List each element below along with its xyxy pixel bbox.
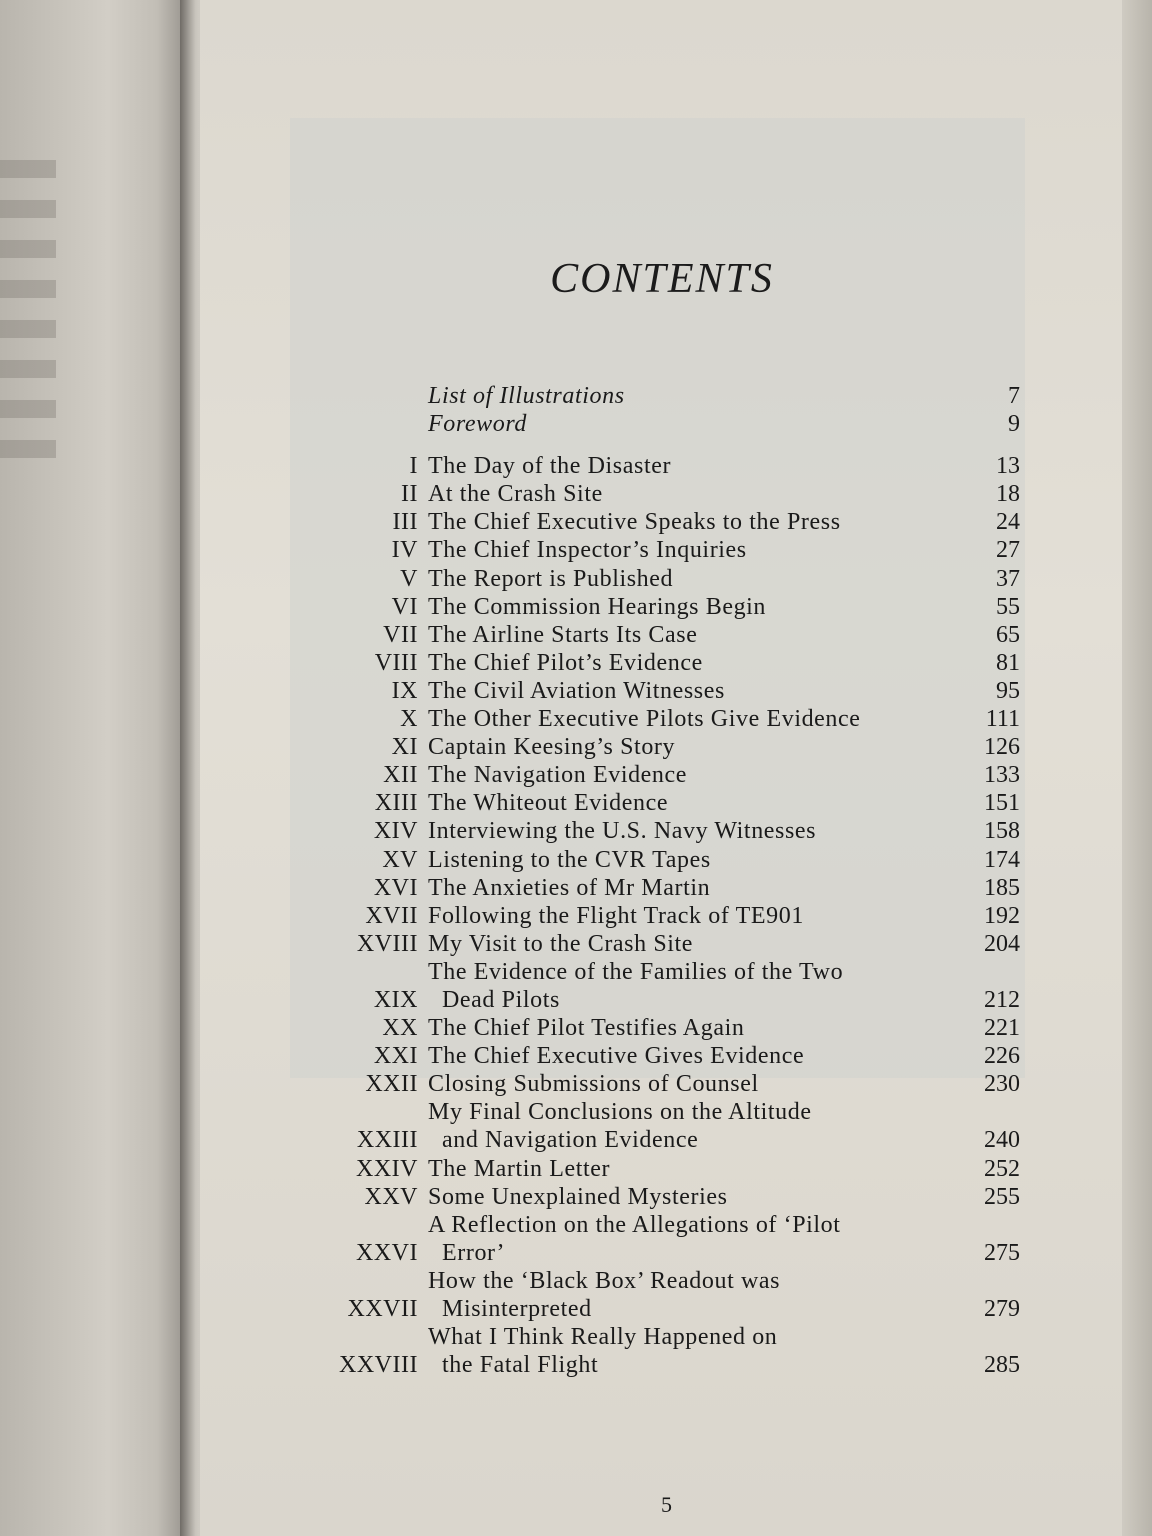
- toc-chapter-row: [300, 1042, 1020, 1070]
- toc-entry-title-line: The Chief Executive Speaks to the Press: [428, 509, 841, 536]
- chapter-number: I: [409, 453, 418, 480]
- toc-front-matter-row: [300, 410, 1020, 438]
- toc-chapter-row: [300, 958, 1020, 1014]
- toc-entry-title-line: Closing Submissions of Counsel: [428, 1071, 759, 1098]
- toc-entry-page: 151: [984, 790, 1020, 817]
- toc-entry-title: [418, 1267, 910, 1323]
- toc-entry-title: [418, 565, 910, 593]
- toc-chapter-row: [300, 677, 1020, 705]
- toc-chapter-row: [300, 930, 1020, 958]
- toc-entry-title-line: Captain Keesing’s Story: [428, 734, 676, 761]
- toc-entry-page: 95: [996, 677, 1020, 704]
- toc-entry-page: 204: [984, 930, 1020, 957]
- toc-chapter-row: [300, 1211, 1020, 1267]
- toc-entry-title: [418, 508, 910, 536]
- toc-entry-page: 252: [984, 1155, 1020, 1182]
- toc-chapter-row: [300, 508, 1020, 536]
- chapter-number: XXVII: [347, 1296, 418, 1322]
- toc-entry-title: [418, 536, 910, 564]
- toc-entry-page: 111: [985, 706, 1020, 733]
- chapter-number: XXII: [365, 1071, 418, 1098]
- page-number: 5: [661, 1492, 672, 1517]
- toc-chapter-row: [300, 817, 1020, 845]
- toc-entry-page: 285: [984, 1352, 1020, 1379]
- toc-chapter-row: [300, 621, 1020, 649]
- toc-entry-title-line: Interviewing the U.S. Navy Witnesses: [428, 818, 817, 845]
- page-right-edge: [1122, 0, 1152, 1536]
- toc-entry-title-line: The Chief Inspector’s Inquiries: [428, 537, 747, 564]
- chapter-number: XI: [391, 734, 418, 761]
- chapter-number: V: [400, 565, 418, 592]
- toc-entry-title-line: and Navigation Evidence: [442, 1127, 699, 1154]
- toc-entry-page: 55: [996, 593, 1020, 620]
- toc-entry-title: [418, 789, 910, 817]
- toc-chapter-row: [300, 452, 1020, 480]
- toc-entry-title: [418, 958, 910, 1014]
- toc-entry-title-line: The Other Executive Pilots Give Evidence: [428, 706, 861, 733]
- toc-chapter-row: [300, 1183, 1020, 1211]
- toc-entry-page: 192: [984, 902, 1020, 929]
- toc-entry-title: [418, 593, 910, 621]
- toc-entry-title: [418, 1323, 910, 1379]
- toc-entry-page: 9: [1008, 411, 1020, 438]
- toc-entry-page: 185: [984, 874, 1020, 901]
- toc-chapter-row: [300, 761, 1020, 789]
- table-of-contents: [300, 382, 1020, 1379]
- toc-entry-title: [418, 874, 910, 902]
- toc-entry-title: [418, 649, 910, 677]
- toc-entry-title-line: The Anxieties of Mr Martin: [428, 874, 711, 901]
- toc-chapter-row: [300, 480, 1020, 508]
- toc-entry-page: 230: [984, 1071, 1020, 1098]
- chapter-number: XX: [382, 1015, 418, 1042]
- chapter-number: VI: [391, 593, 418, 620]
- toc-chapter-row: [300, 789, 1020, 817]
- toc-entry-title-line: The Day of the Disaster: [428, 453, 672, 480]
- facing-page-edge: [0, 0, 196, 1536]
- toc-entry-title-line: The Whiteout Evidence: [428, 790, 669, 817]
- toc-spacer: [300, 438, 1020, 452]
- toc-entry-title: [418, 846, 910, 874]
- toc-entry-page: 255: [984, 1183, 1020, 1210]
- toc-chapter-row: [300, 593, 1020, 621]
- toc-entry-title-line: A Reflection on the Allegations of ‘Pilot: [428, 1211, 841, 1238]
- toc-entry-page: 221: [984, 1015, 1020, 1042]
- chapter-number: X: [400, 706, 418, 733]
- chapter-number: XXI: [373, 1043, 418, 1070]
- toc-chapter-row: [300, 874, 1020, 902]
- toc-entry-title: [418, 817, 910, 845]
- chapter-number: XXVIII: [339, 1352, 418, 1379]
- toc-entry-title: [418, 621, 910, 649]
- toc-entry-title-line: Dead Pilots: [442, 986, 560, 1013]
- toc-entry-page: 279: [984, 1296, 1020, 1322]
- toc-entry-title: [418, 1070, 910, 1098]
- toc-entry-title: [418, 1183, 910, 1211]
- toc-entry-title-line: The Commission Hearings Begin: [428, 593, 767, 620]
- toc-entry-title-line: The Airline Starts Its Case: [428, 621, 698, 648]
- chapter-number: II: [401, 481, 418, 508]
- toc-entry-title: [418, 1098, 910, 1154]
- chapter-number: VII: [383, 621, 418, 648]
- toc-chapter-row: [300, 1098, 1020, 1154]
- chapter-number: XXVI: [356, 1239, 418, 1266]
- toc-entry-title-line: Error’: [442, 1239, 506, 1266]
- toc-entry-page: 212: [984, 986, 1020, 1013]
- chapter-number: XVII: [365, 902, 418, 929]
- toc-entry-title: [418, 1155, 910, 1183]
- toc-entry-page: 7: [1008, 383, 1020, 409]
- toc-entry-page: 240: [984, 1127, 1020, 1154]
- toc-entry-title-line: The Navigation Evidence: [428, 762, 688, 789]
- toc-chapter-row: [300, 902, 1020, 930]
- toc-entry-title-line: The Civil Aviation Witnesses: [428, 677, 725, 704]
- toc-chapter-row: [300, 1323, 1020, 1379]
- chapter-number: XXIV: [356, 1155, 418, 1182]
- toc-entry-title: [418, 480, 910, 508]
- chapter-number: XII: [383, 762, 418, 789]
- toc-chapter-row: [300, 1070, 1020, 1098]
- toc-front-matter-row: [300, 382, 1020, 410]
- chapter-number: XVI: [373, 874, 418, 901]
- toc-entry-page: 174: [984, 846, 1020, 873]
- toc-entry-title-line: How the ‘Black Box’ Readout was: [428, 1267, 781, 1294]
- page-title: CONTENTS: [550, 256, 774, 302]
- toc-entry-page: 13: [996, 453, 1020, 480]
- toc-entry-title: [418, 452, 910, 480]
- toc-entry-title-line: the Fatal Flight: [442, 1352, 599, 1379]
- toc-entry-page: 133: [984, 762, 1020, 789]
- toc-chapter-row: [300, 565, 1020, 593]
- toc-entry-title: [418, 761, 910, 789]
- toc-entry-page: 275: [984, 1239, 1020, 1266]
- toc-entry-page: 158: [984, 818, 1020, 845]
- facing-page-print-bleed: [0, 160, 56, 460]
- chapter-number: XIII: [374, 790, 418, 817]
- chapter-number: IX: [391, 677, 418, 704]
- toc-chapter-row: [300, 733, 1020, 761]
- toc-entry-page: 37: [996, 565, 1020, 592]
- toc-entry-title-line: The Chief Executive Gives Evidence: [428, 1043, 805, 1070]
- toc-entry-title-line: What I Think Really Happened on: [428, 1324, 778, 1351]
- toc-entry-title: [418, 1042, 910, 1070]
- toc-entry-title: [418, 677, 910, 705]
- chapter-number: VIII: [374, 649, 418, 676]
- toc-entry-page: 226: [984, 1043, 1020, 1070]
- toc-chapter-row: [300, 536, 1020, 564]
- toc-entry-title-line: The Report is Published: [428, 565, 674, 592]
- toc-entry-title-line: The Chief Pilot’s Evidence: [428, 649, 703, 676]
- toc-entry-page: 24: [996, 509, 1020, 536]
- toc-entry-title: [418, 1014, 910, 1042]
- toc-chapter-row: [300, 1267, 1020, 1323]
- toc-entry-title-line: The Chief Pilot Testifies Again: [428, 1015, 745, 1042]
- toc-entry-title: [418, 705, 910, 733]
- toc-chapter-row: [300, 705, 1020, 733]
- toc-entry-page: 18: [996, 481, 1020, 508]
- toc-entry-page: 27: [996, 537, 1020, 564]
- chapter-number: III: [392, 509, 418, 536]
- toc-entry-title-line: Some Unexplained Mysteries: [428, 1183, 728, 1210]
- toc-entry-page: 65: [996, 621, 1020, 648]
- toc-chapter-row: [300, 649, 1020, 677]
- toc-entry-page: 126: [984, 734, 1020, 761]
- toc-chapter-row: [300, 1155, 1020, 1183]
- chapter-number: IV: [391, 537, 418, 564]
- chapter-number: XV: [382, 846, 418, 873]
- toc-entry-title-line: Misinterpreted: [442, 1296, 592, 1322]
- toc-entry-title-line: The Evidence of the Families of the Two: [428, 958, 844, 985]
- chapter-number: XIX: [373, 986, 418, 1013]
- chapter-number: XIV: [373, 818, 418, 845]
- toc-entry-title: List of Illustrations: [428, 383, 625, 409]
- toc-entry-title-line: Following the Flight Track of TE901: [428, 902, 804, 929]
- chapter-number: XXIII: [356, 1127, 418, 1154]
- toc-entry-title-line: My Visit to the Crash Site: [428, 930, 694, 957]
- toc-entry-title-line: At the Crash Site: [428, 481, 603, 508]
- toc-chapter-row: [300, 846, 1020, 874]
- toc-entry-title: [418, 1211, 910, 1267]
- chapter-number: XVIII: [356, 930, 418, 957]
- toc-entry-title: [418, 902, 910, 930]
- toc-entry-title-line: Listening to the CVR Tapes: [428, 846, 711, 873]
- toc-entry-title-line: The Martin Letter: [428, 1155, 611, 1182]
- toc-entry-page: 81: [996, 649, 1020, 676]
- toc-entry-title: Foreword: [428, 411, 528, 438]
- toc-entry-title: [418, 733, 910, 761]
- toc-chapter-row: [300, 1014, 1020, 1042]
- toc-entry-title-line: My Final Conclusions on the Altitude: [428, 1099, 812, 1126]
- chapter-number: XXV: [364, 1183, 418, 1210]
- toc-entry-title: [418, 930, 910, 958]
